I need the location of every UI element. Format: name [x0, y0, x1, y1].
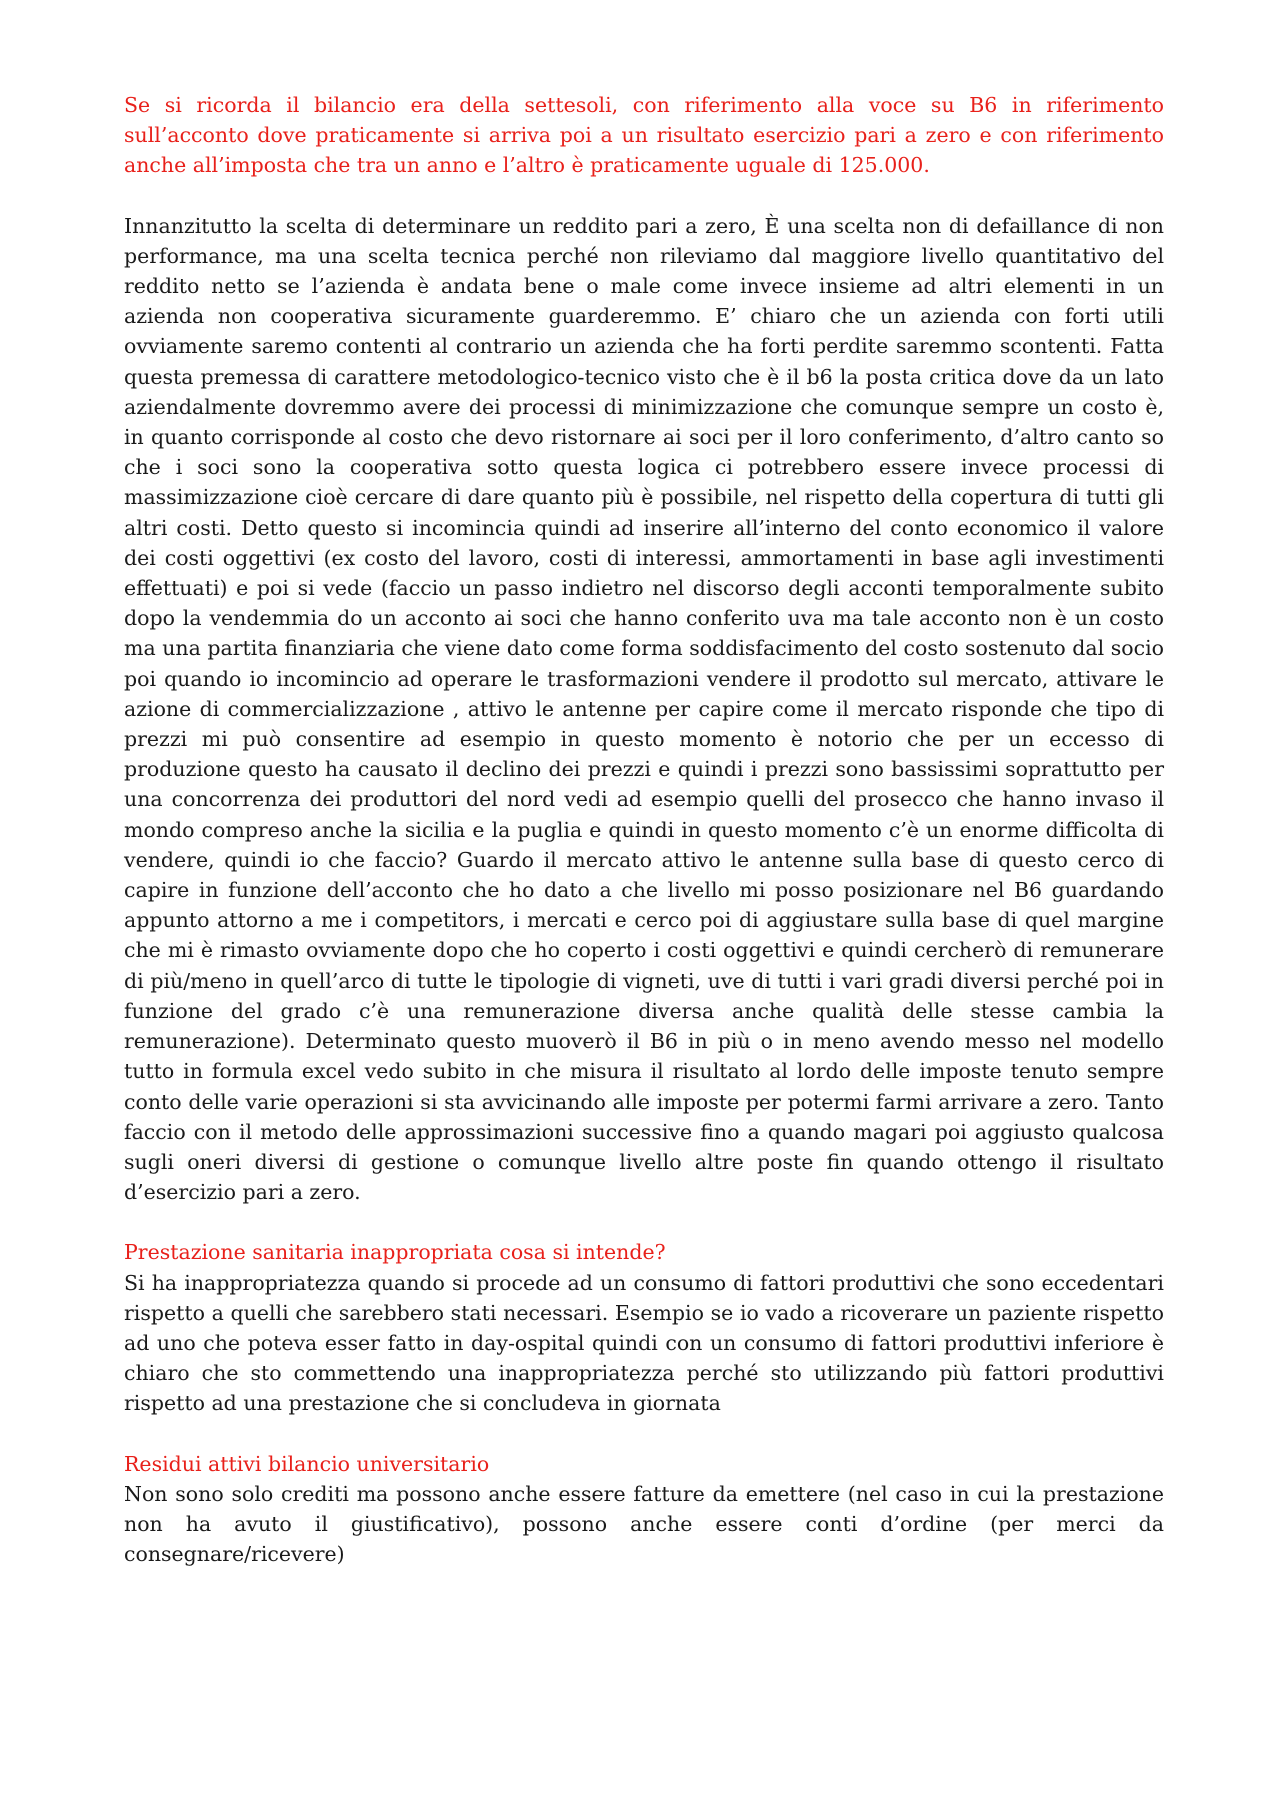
section-body: Non sono solo crediti ma possono anche essere fatture da emettere (nel caso in cui la prestazione non ha avuto il giustificativo), possono anche essere conti d’ordine (per merci da consegnare/ricevere)	[124, 1481, 1164, 1567]
intro-answer: Innanzitutto la scelta di determinare un reddito pari a zero, È una scelta non di defaillance di non performance, ma una scelta tecnica perché non rileviamo dal maggiore livello quantitativo del reddito netto se l’azienda è andata bene o male come invece insieme ad altri elementi in un azienda non cooperativa sicuramente guarderemmo. E’ chiaro che un azienda con forti utili ovviamente saremo contenti al contrario un azienda che ha forti perdite saremmo scontenti. Fatta questa premessa di carattere metodologico-tecnico visto che è il b6 la posta critica dove da un lato aziendalmente dovremmo avere dei processi di minimizzazione che comunque sempre un costo è, in quanto corrisponde al costo che devo ristornare ai soci per il loro conferimento, d’altro canto so che i soci sono la cooperativa sotto questa logica ci potrebbero essere invece processi di massimizzazione cioè cercare di dare quanto più è possibile, nel rispetto della copertura di tutti gli altri costi. Detto questo si incomincia quindi ad inserire all’interno del conto economico il valore dei costi oggettivi (ex costo del lavoro, costi di interessi, ammortamenti in base agli investimenti effettuati) e poi si vede (faccio un passo indietro nel discorso degli acconti temporalmente subito dopo la vendemmia do un acconto ai soci che hanno conferito uva ma tale acconto non è un costo ma una partita finanziaria che viene dato come forma soddisfacimento del costo sostenuto dal socio poi quando io incomincio ad operare le trasformazioni vendere il prodotto sul mercato, attivare le azione di commercializzazione , attivo le antenne per capire come il mercato risponde che tipo di prezzi mi può consentire ad esempio in questo momento è notorio che per un eccesso di produzione questo ha causato il declino dei prezzi e quindi i prezzi sono bassissimi soprattutto per una concorrenza dei produttori del nord vedi ad esempio quelli del prosecco che hanno invaso il mondo compreso anche la sicilia e la puglia e quindi in questo momento c’è un enorme difficolta di vendere, quindi io che faccio? Guardo il mercato attivo le antenne sulla base di questo cerco di capire in funzione dell’acconto che ho dato a che livello mi posso posizionare nel B6 guardando appunto attorno a me i competitors, i mercati e cerco poi di aggiustare sulla base di quel margine che mi è rimasto ovviamente dopo che ho coperto i costi oggettivi e quindi cercherò di remunerare di più/meno in quell’arco di tutte le tipologie di vigneti, uve di tutti i vari gradi diversi perché poi in funzione del grado c’è una remunerazione diversa anche qualità delle stesse cambia la remunerazione). Determinato questo muoverò il B6 in più o in meno avendo messo nel modello tutto in formula excel vedo subito in che misura il risultato al lordo delle imposte tenuto sempre conto delle varie operazioni si sta avvicinando alle imposte per potermi farmi arrivare a zero. Tanto faccio con il metodo delle approssimazioni successive fino a quando magari poi aggiusto qualcosa sugli oneri diversi di gestione o comunque livello altre poste fin quando ottengo il risultato d’esercizio pari a zero.	[124, 213, 1164, 1205]
section-inappropriatezza	[124, 1237, 1164, 1418]
section-residui-attivi	[124, 1449, 1164, 1570]
section-heading: Residui attivi bilancio universitario	[124, 1451, 490, 1476]
section-heading: Prestazione sanitaria inappropriata cosa si intende?	[124, 1240, 666, 1265]
intro-question: Se si ricorda il bilancio era della settesoli, con riferimento alla voce su B6 in riferimento sull’acconto dove praticamente si arriva poi a un risultato esercizio pari a zero e con riferimento anche all’imposta che tra un anno e l’altro è praticamente uguale di 125.000.	[124, 93, 1164, 178]
document-page	[124, 90, 1164, 1599]
section-body: Si ha inappropriatezza quando si procede ad un consumo di fattori produttivi che sono eccedentari rispetto a quelli che sarebbero stati necessari. Esempio se io vado a ricoverare un paziente rispetto ad uno che poteva esser fatto in day-ospital quindi con un consumo di fattori produttivi inferiore è chiaro che sto commettendo una inappropriatezza perché sto utilizzando più fattori produttivi rispetto ad una prestazione che si concludeva in giornata	[124, 1270, 1164, 1416]
